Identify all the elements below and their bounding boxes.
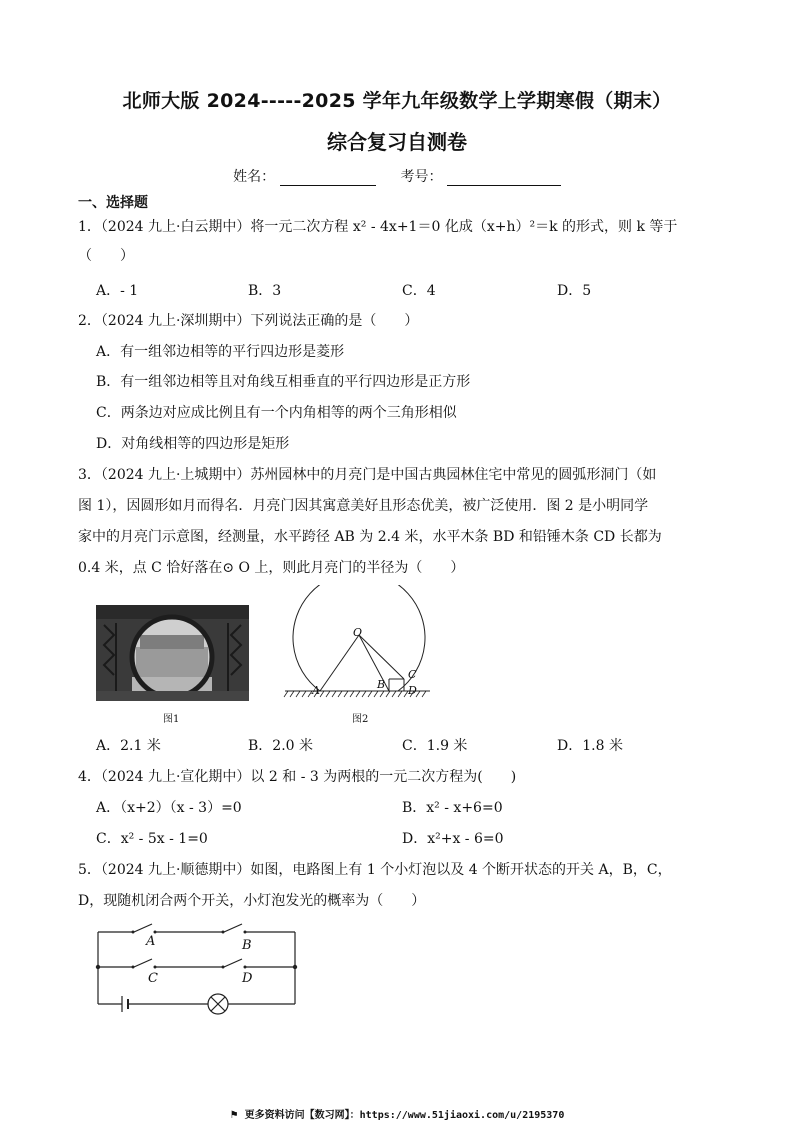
q3-option-d: D．1.8 米 (557, 738, 623, 754)
q2-option-c: C．两条边对应成比例且有一个内角相等的两个三角形相似 (96, 405, 457, 421)
q2-option-b: B．有一组邻边相等且对角线互相垂直的平行四边形是正方形 (96, 374, 471, 390)
q5-line2: D，现随机闭合两个开关，小灯泡发光的概率为（ ） (78, 893, 426, 909)
q1-option-a: A．- 1 (96, 283, 139, 299)
flag-icon: ⚑ (229, 1110, 239, 1121)
q5-line1: 5．（2024 九上·顺德期中）如图，电路图上有 1 个小灯泡以及 4 个断开状态的开关 A，B，C， (78, 862, 672, 878)
q3-line4: 0.4 米，点 C 恰好落在⊙ O 上，则此月亮门的半径为（ ） (78, 560, 465, 576)
q3-option-c: C．1.9 米 (402, 738, 468, 754)
footer-link[interactable]: 更多资料访问【数习网】：https://www.51jiaoxi.com/u/2195370 (244, 1110, 565, 1121)
q3-option-b: B．2.0 米 (248, 738, 314, 754)
name-label: 姓名： (233, 169, 276, 185)
q2-option-d: D．对角线相等的四边形是矩形 (96, 436, 290, 452)
switch-d-label: D (242, 971, 253, 986)
fig2-caption: 图2 (352, 714, 369, 725)
name-blank (280, 171, 376, 186)
q3-line3: 家中的月亮门示意图，经测量，水平跨径 AB 为 2.4 米，水平木条 BD 和铅锤木条 CD 长都为 (78, 529, 662, 545)
exam-no-label: 考号： (400, 169, 443, 185)
section-choice-title: 一、选择题 (78, 195, 148, 211)
q4-line1: 4．（2024 九上·宣化期中）以 2 和 - 3 为两根的一元二次方程为( ) (78, 769, 517, 785)
exam-no-blank (447, 171, 561, 186)
q1-option-d: D．5 (557, 283, 592, 299)
label-d: D (408, 684, 417, 697)
q3-option-a: A．2.1 米 (96, 738, 161, 754)
title-line-1: 北师大版 2024-----2025 学年九年级数学上学期寒假（期末） (122, 90, 672, 112)
name-exam-line (0, 166, 794, 186)
label-c: C (408, 668, 417, 681)
q3-line2: 图 1），因圆形如月而得名．月亮门因其寓意美好且形态优美，被广泛使用．图 2 是小明同学 (78, 498, 649, 514)
moon-gate-photo (96, 605, 249, 701)
q1-option-b: B．3 (248, 283, 282, 299)
label-a: A (312, 684, 320, 697)
q1-line1: 1．（2024 九上·白云期中）将一元二次方程 x² - 4x+1＝0 化成（x+h）²＝k 的形式，则 k 等于 (78, 219, 678, 235)
switch-b-label: B (242, 938, 252, 953)
footer (0, 1106, 794, 1121)
q4-option-c: C．x² - 5x - 1=0 (96, 831, 208, 847)
q4-option-a: A．（x+2）（x - 3）=0 (96, 800, 242, 816)
switch-a-label: A (146, 934, 156, 949)
q1-line2: （ ） (78, 248, 134, 264)
label-b: B (377, 678, 386, 691)
q2-option-a: A．有一组邻边相等的平行四边形是菱形 (96, 344, 345, 360)
q4-option-b: B．x² - x+6=0 (402, 800, 503, 816)
q1-option-c: C．4 (402, 283, 436, 299)
label-o: O (353, 626, 363, 639)
title-line-2: 综合复习自测卷 (327, 130, 467, 154)
switch-c-label: C (148, 971, 158, 986)
circuit-diagram (90, 922, 305, 1020)
q3-line1: 3．（2024 九上·上城期中）苏州园林中的月亮门是中国古典园林住宅中常见的圆弧形洞门（如 (78, 467, 657, 483)
fig1-caption: 图1 (163, 714, 180, 725)
q4-option-d: D．x²+x - 6=0 (402, 831, 504, 847)
q2-line1: 2．（2024 九上·深圳期中）下列说法正确的是（ ） (78, 313, 419, 329)
